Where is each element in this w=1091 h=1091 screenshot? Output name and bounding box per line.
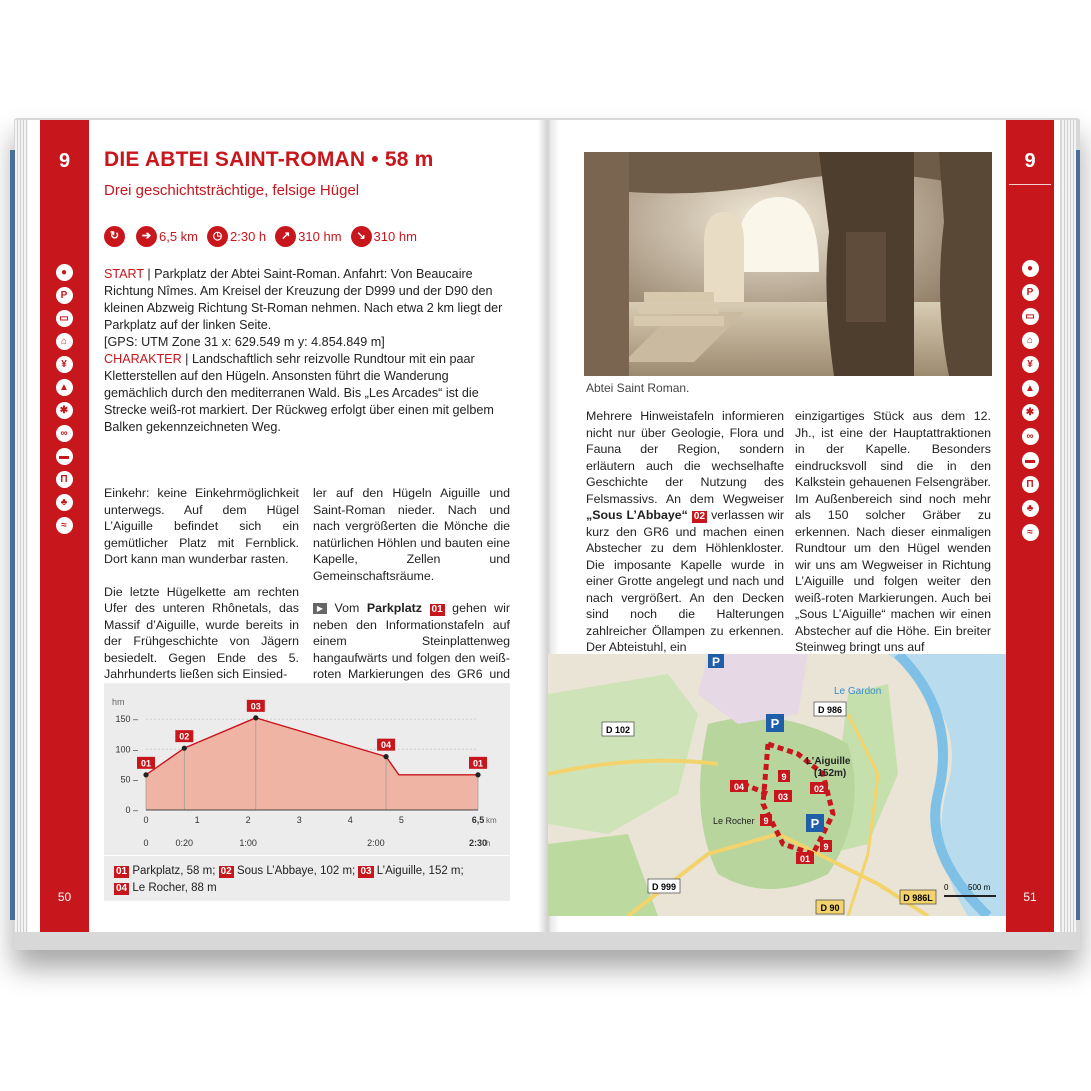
- legend-text: L’Aiguille, 152 m;: [376, 865, 464, 877]
- svg-text:P: P: [810, 816, 820, 831]
- scale-end: 500 m: [968, 883, 991, 892]
- stat-ascent: 310 hm: [298, 228, 342, 244]
- clock-icon: ◷: [207, 226, 228, 247]
- time-unit-label: h: [486, 839, 491, 848]
- waypoint-tag: 02: [693, 511, 706, 522]
- river-label: Le Gardon: [834, 686, 882, 697]
- start-text: | Parkplatz der Abtei Saint-Roman. Anfahrt: Von Beaucaire Richtung Nîmes. Am Kreisel der Kreuzung der D999 und der D90 den kleinen Abzweig Richtung St-Roman nehmen. Nach etwa 2 km liegt der Parkplatz auf der linken Seite.: [104, 267, 503, 332]
- map-waypoint: 02: [813, 784, 825, 794]
- y-tick-label: 0 –: [125, 805, 138, 815]
- bike-icon: ∞: [1022, 428, 1039, 445]
- start-label: START: [104, 267, 144, 281]
- snowflake-icon: ✱: [1022, 404, 1039, 421]
- legend-text: Le Rocher, 88 m: [132, 882, 217, 894]
- loop-icon: ↻: [104, 226, 125, 247]
- map-waypoint: 03: [777, 792, 789, 802]
- road-label: D 986L: [903, 893, 933, 903]
- route-marker: 9: [781, 772, 787, 782]
- road-label: D 999: [651, 882, 677, 892]
- right-text-column-1: Mehrere Hinweistafeln informieren nicht nur über Geologie, Flora und Fauna der Region, sondern erläutern auch die wechselhafte Geschichte der Nutzung des Felsmassivs. An dem Wegweiser „Sous L’Abbaye“ 02 verlassen wir kurz den GR6 und machen einen Abstecher zu dem Höhlenkloster. Die imposante Kapelle wurde in einer Grotte angelegt und nach und nach vergrößert. An den Decken sind noch die Halterungen zahlreicher Öllampen zu erkennen. Der Abteistuhl, ein: [586, 409, 784, 654]
- route-map: [548, 654, 1006, 916]
- left-text-column-2: [313, 485, 510, 715]
- bus-icon: ▭: [56, 310, 73, 327]
- peak-label: L’Aiguille: [806, 756, 851, 767]
- waypoint-tag: 01: [431, 604, 443, 615]
- stat-descent: 310 hm: [373, 228, 417, 244]
- page-title: DIE ABTEI SAINT-ROMAN • 58 m: [104, 148, 434, 171]
- chapter-number: 9: [1024, 150, 1036, 172]
- descent-icon: ↘: [351, 226, 372, 247]
- ascent-icon: ↗: [275, 226, 296, 247]
- waypoint-tag-label: 02: [179, 731, 190, 742]
- page-number-right: 51: [1023, 890, 1037, 904]
- gps-text: [GPS: UTM Zone 31 x: 629.549 m y: 4.854.849 m]: [104, 335, 385, 349]
- page-stack-left: [15, 120, 29, 932]
- elevation-chart: [104, 683, 510, 855]
- x-tick-label: 0: [143, 815, 149, 825]
- page-stack-right: [1062, 120, 1076, 932]
- paragraph: Die letzte Hügelkette am rechten Ufer des unteren Rhônetals, das Massif d’Aiguille, wurde bereits in der Frühgeschichte von Jägern besiedelt. Gegen Ende des 5. Jahrhunderts ließen sich Einsied-: [104, 584, 299, 681]
- legend-text: Sous L’Abbaye, 102 m;: [236, 865, 356, 877]
- tour-stats: [104, 224, 426, 248]
- category-icon-column: [1006, 260, 1054, 548]
- x-tick-label: 1: [194, 815, 200, 825]
- charakter-label: CHARAKTER: [104, 352, 182, 366]
- topographic-map: [548, 654, 1006, 916]
- elevation-profile: [104, 683, 510, 855]
- map-waypoint: 04: [733, 782, 745, 792]
- page-subtitle: Drei geschichtsträchtige, felsige Hügel: [104, 182, 360, 199]
- museum-icon: Π: [56, 471, 73, 488]
- charakter-text: | Landschaftlich sehr reizvolle Rundtour mit ein paar Kletterstellen auf den Hügeln. Ansonsten führt die Wanderung gemächlich durch den mediterranen Wald. Bis „Les Arcades“ ist die Strecke weiß-rot markiert. Der Rückweg erfolgt über einen mit gelbem Balken gekennzeichneten Weg.: [104, 352, 494, 434]
- chapter-number: 9: [58, 150, 71, 172]
- waypoint-tag-label: 03: [250, 701, 261, 712]
- rocher-label: Le Rocher: [713, 816, 755, 826]
- parking-icon: P: [56, 287, 73, 304]
- paragraph: ler auf den Hügeln Aiguille und Saint-Roman nieder. Nach und nach vergrößerten die Mönche die natürlichen Höhlen und bauten eine Kapelle, Zellen und Gemeinschaftsräume.: [313, 486, 510, 583]
- peak-height: (152m): [814, 768, 847, 779]
- road-label: D 90: [820, 903, 840, 913]
- x-tick-label: 6,5: [471, 815, 485, 825]
- time-tick-label: 0: [143, 838, 149, 848]
- waypoint-tag-label: 01: [140, 758, 152, 769]
- waypoint-dot: [143, 772, 148, 777]
- stat-duration: 2:30 h: [230, 228, 267, 244]
- svg-text:P: P: [711, 655, 721, 669]
- x-tick-label: 5: [398, 815, 404, 825]
- tree-icon: ♣: [56, 494, 73, 511]
- waypoint-dot: [383, 754, 388, 759]
- time-tick-label: 1:00: [239, 838, 257, 848]
- waypoint-legend: [104, 855, 510, 901]
- x-tick-label: 2: [245, 815, 251, 825]
- legend-tag: 02: [220, 866, 232, 877]
- bus-icon: ▭: [1022, 308, 1039, 325]
- swim-icon: ≈: [1022, 524, 1039, 541]
- intro-block: [104, 266, 514, 436]
- right-text-column-2: einzigartiges Stück aus dem 12. Jh., ist eine der Hauptattraktionen in der Kapelle. Besonders eindrucksvoll sind die in den Kalkstein gehauenen Felsengräber. Im Außenbereich sind noch mehr als 150 solcher Gräber zu erkennen. Nach dieser einmaligen Rundtour um den Hügel wenden wir uns am Wegweiser in Richtung L’Aiguille und folgen weiter den weiß-roten Markierungen. Auch bei „Sous L’Aiguille“ machen wir einen Abstecher auf die Höhe. Ein breiter Steinweg bringt uns auf: [795, 409, 991, 654]
- x-unit-label: km: [486, 816, 497, 825]
- cable-car-icon: ⌂: [56, 333, 73, 350]
- left-text-column-1: [104, 485, 299, 699]
- map-waypoint: 01: [799, 854, 811, 864]
- road-label: D 102: [605, 725, 631, 735]
- swim-icon: ≈: [56, 517, 73, 534]
- legend-tag: 03: [360, 866, 372, 877]
- abbey-photo: [584, 152, 992, 376]
- cable-car-icon: ⌂: [1022, 332, 1039, 349]
- museum-icon: Π: [1022, 476, 1039, 493]
- time-tick-label: 2:30: [468, 838, 488, 848]
- y-axis-label: hm: [112, 697, 125, 707]
- tree-icon: ♣: [1022, 500, 1039, 517]
- bike-icon: ∞: [56, 425, 73, 442]
- legend-tag: 01: [116, 866, 128, 877]
- legend-text: Parkplatz, 58 m;: [132, 865, 216, 877]
- profile-area: [146, 718, 478, 810]
- cave-photo-illustration: [584, 152, 992, 376]
- restaurant-icon: ¥: [1022, 356, 1039, 373]
- route-marker: 9: [823, 842, 829, 852]
- signpost-icon: ➔: [136, 226, 157, 247]
- waypoint-dot: [253, 715, 258, 720]
- snowflake-icon: ✱: [56, 402, 73, 419]
- road-label: D 986: [817, 705, 843, 715]
- parking-icon: P: [1022, 284, 1039, 301]
- bear-icon: ●: [56, 264, 73, 281]
- waypoint-tag-label: 04: [381, 740, 392, 751]
- svg-text:P: P: [770, 716, 780, 731]
- legend-tag: 04: [116, 883, 128, 894]
- restaurant-icon: ¥: [56, 356, 73, 373]
- x-tick-label: 3: [296, 815, 302, 825]
- summit-icon: ▲: [56, 379, 73, 396]
- y-tick-label: 100 –: [115, 744, 138, 755]
- paragraph: ▶ Vom Parkplatz 01 gehen wir neben den Informationstafeln auf einem Steinplattenweg hangaufwärts und folgen den weiß-roten Markierungen des GR6 und: [313, 601, 510, 681]
- photo-caption: Abtei Saint Roman.: [586, 381, 690, 395]
- page-number-left: 50: [57, 890, 72, 904]
- y-tick-label: 50 –: [120, 774, 138, 785]
- time-tick-label: 0:20: [175, 838, 194, 848]
- car-icon: ▬: [1022, 452, 1039, 469]
- tab-divider: [1009, 184, 1051, 185]
- summit-icon: ▲: [1022, 380, 1039, 397]
- category-icon-column-left: [54, 264, 74, 540]
- scale-start: 0: [944, 883, 949, 892]
- waypoint-dot: [182, 746, 187, 751]
- route-marker: 9: [763, 816, 769, 826]
- x-tick-label: 4: [347, 815, 353, 825]
- y-tick-label: 150 –: [115, 714, 138, 725]
- chapter-tab-right: [1006, 120, 1054, 932]
- stat-distance: 6,5 km: [159, 228, 199, 244]
- waypoint-dot: [475, 772, 480, 777]
- waypoint-tag-label: 01: [472, 758, 484, 769]
- bear-icon: ●: [1022, 260, 1039, 277]
- time-tick-label: 2:00: [367, 838, 385, 848]
- paragraph: Einkehr: keine Einkehrmöglichkeit unterwegs. Auf dem Hügel L’Aiguille befindet sich ein gemütlicher Platz mit Fernblick. Dort kann man wunderbar rasten.: [104, 486, 299, 566]
- arrow-right-icon: ▶: [313, 603, 327, 614]
- car-icon: ▬: [56, 448, 73, 465]
